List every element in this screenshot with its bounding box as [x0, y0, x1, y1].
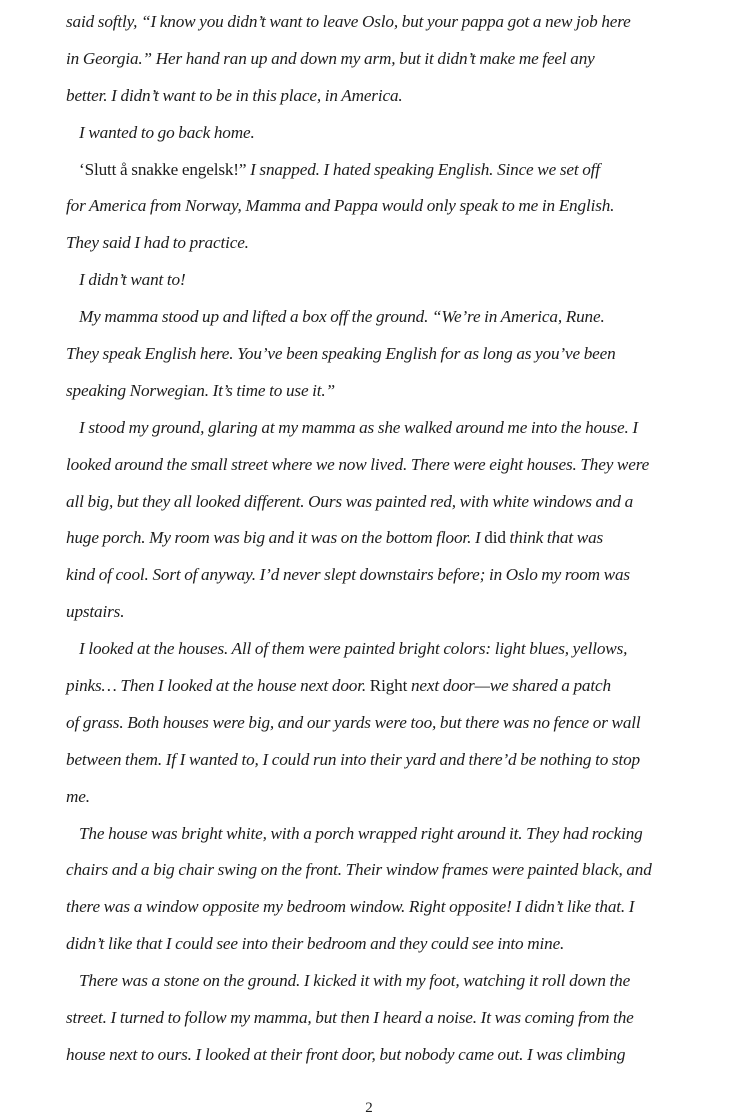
italic-text-run: They said I had to practice.	[66, 233, 249, 253]
italic-text-run: for America from Norway, Mamma and Pappa would only speak to me in English.	[66, 196, 615, 216]
text-line	[66, 7, 700, 44]
italic-text-run: me.	[66, 786, 90, 806]
roman-text-run: ‘Slutt å snakke engelsk!”	[79, 159, 247, 179]
italic-text-run: I snapped. I hated speaking English. Since we set off	[246, 159, 600, 179]
italic-text-run: chairs and a big chair swing on the front. Their window frames were painted black, and	[66, 860, 652, 880]
text-line	[66, 44, 700, 81]
page-number: 2	[365, 1100, 373, 1116]
text-line	[66, 81, 700, 118]
text-line	[66, 929, 700, 966]
text-line	[66, 855, 700, 892]
text-line	[66, 191, 700, 228]
text-line	[66, 523, 700, 560]
text-line	[66, 745, 700, 782]
text-line	[66, 155, 700, 192]
italic-text-run: between them. If I wanted to, I could run into their yard and there’d be nothing to stop	[66, 749, 640, 769]
italic-text-run: house next to ours. I looked at their front door, but nobody came out. I was climbing	[66, 1044, 626, 1064]
italic-text-run: There was a stone on the ground. I kicked it with my foot, watching it roll down the	[79, 971, 631, 991]
italic-text-run: speaking Norwegian. It’s time to use it.”	[66, 380, 335, 400]
italic-text-run: They speak English here. You’ve been speaking English for as long as you’ve been	[66, 344, 616, 364]
italic-text-run: My mamma stood up and lifted a box off the ground. “We’re in America, Rune.	[79, 307, 605, 327]
text-line	[66, 819, 700, 856]
text-line	[66, 228, 700, 265]
text-line	[66, 118, 700, 155]
italic-text-run: I wanted to go back home.	[79, 122, 255, 142]
text-line	[66, 560, 700, 597]
text-line	[66, 265, 700, 302]
italic-text-run: street. I turned to follow my mamma, but then I heard a noise. It was coming from the	[66, 1008, 634, 1028]
italic-text-run: I stood my ground, glaring at my mamma as she walked around me into the house. I	[79, 417, 638, 437]
italic-text-run: pinks… Then I looked at the house next door.	[66, 676, 370, 696]
text-line	[66, 597, 700, 634]
text-line	[66, 892, 700, 929]
text-line	[66, 1003, 700, 1040]
italic-text-run: all big, but they all looked different. Ours was painted red, with white windows and a	[66, 491, 634, 511]
roman-text-run: Right	[369, 676, 408, 696]
italic-text-run: think that was	[505, 528, 604, 548]
italic-text-run: next door—we shared a patch	[407, 676, 611, 696]
italic-text-run: of grass. Both houses were big, and our yards were too, but there was no fence or wall	[66, 712, 641, 732]
text-line	[66, 376, 700, 413]
text-line	[66, 487, 700, 524]
italic-text-run: huge porch. My room was big and it was on the bottom floor. I	[66, 528, 485, 548]
italic-text-run: didn’t like that I could see into their bedroom and they could see into mine.	[66, 934, 565, 954]
italic-text-run: upstairs.	[66, 602, 125, 622]
italic-text-run: I looked at the houses. All of them were painted bright colors: light blues, yellows,	[79, 639, 628, 659]
italic-text-run: kind of cool. Sort of anyway. I’d never slept downstairs before; in Oslo my room was	[66, 565, 630, 585]
text-line	[66, 634, 700, 671]
text-line	[66, 450, 700, 487]
body-text	[66, 7, 700, 1077]
text-line	[66, 671, 700, 708]
text-line	[66, 782, 700, 819]
italic-text-run: looked around the small street where we now lived. There were eight houses. They were	[66, 454, 650, 474]
text-line	[66, 708, 700, 745]
italic-text-run: said softly, “I know you didn’t want to leave Oslo, but your pappa got a new job here	[66, 12, 631, 31]
italic-text-run: there was a window opposite my bedroom window. Right opposite! I didn’t like that. I	[66, 897, 635, 917]
text-line	[66, 1040, 700, 1077]
text-line	[66, 413, 700, 450]
italic-text-run: The house was bright white, with a porch wrapped right around it. They had rocking	[79, 823, 643, 843]
text-line	[66, 966, 700, 1003]
text-line	[66, 339, 700, 376]
text-line	[66, 302, 700, 339]
italic-text-run: in Georgia.” Her hand ran up and down my arm, but it didn’t make me feel any	[66, 48, 595, 68]
roman-text-run: did	[484, 528, 506, 548]
italic-text-run: better. I didn’t want to be in this place, in America.	[66, 85, 403, 105]
italic-text-run: I didn’t want to!	[79, 270, 186, 290]
